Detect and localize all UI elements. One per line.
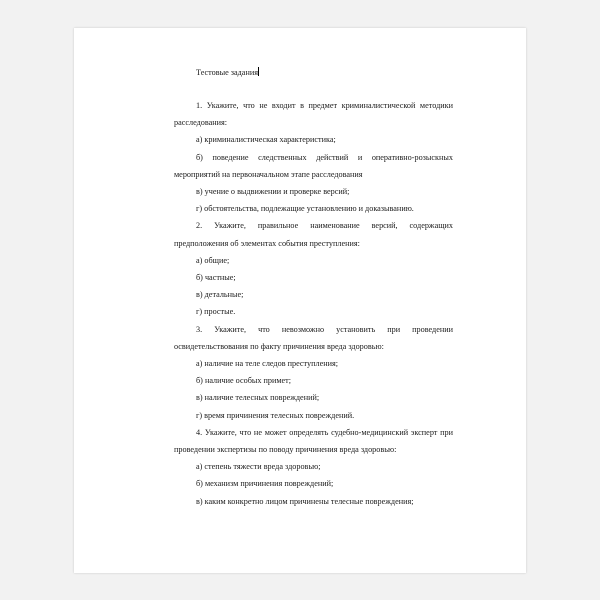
paragraph-q3: 3. Укажите, что невозможно установить при проведении освидетельствования по факту причинения вреда здоровью: [174,324,453,351]
paragraph-q3-v: в) наличие телесных повреждений; [196,393,320,403]
paragraph-q3-a: а) наличие на теле следов преступления; [196,359,339,369]
paragraph-q4-v: в) каким конкретно лицом причинены телесные повреждения; [196,496,414,506]
paragraph-q2: 2. Укажите, правильное наименование версий, содержащих предположения об элементах события преступления: [174,221,453,248]
paragraph-q3-b: б) наличие особых примет; [196,376,292,386]
paragraph-q2-g: г) простые. [196,307,236,317]
paragraph-q1-a: а) криминалистическая характеристика; [196,135,336,145]
paragraph-q2-b: б) частные; [196,273,236,283]
paragraph-q2-a: а) общие; [196,255,230,265]
paragraph-q4-b: б) механизм причинения повреждений; [196,479,334,489]
document-text-body [174,64,453,510]
paragraph-q4-a: а) степень тяжести вреда здоровью; [196,462,321,472]
paragraph-q4: 4. Укажите, что не может определять судебно-медицинский эксперт при проведении экспертизы по поводу причинения вреда здоровью: [174,427,453,455]
paragraph-q1: 1. Укажите, что не входит в предмет криминалистической методики расследования: [174,101,453,128]
document-heading-text: Тестовые задания [196,68,258,77]
paragraph-q1-v: в) учение о выдвижении и проверке версий; [196,187,350,197]
paragraph-q2-v: в) детальные; [196,290,244,300]
paragraph-q1-g: г) обстоятельства, подлежащие установлению и доказыванию. [196,204,414,214]
document-heading [174,64,453,81]
document-page [74,28,526,573]
text-cursor [258,67,259,76]
paragraph-q3-g: г) время причинения телесных повреждений. [196,410,355,420]
paragraph-q1-b: б) поведение следственных действий и оперативно-розыскных мероприятий на первоначальном этапе расследования [174,152,453,179]
